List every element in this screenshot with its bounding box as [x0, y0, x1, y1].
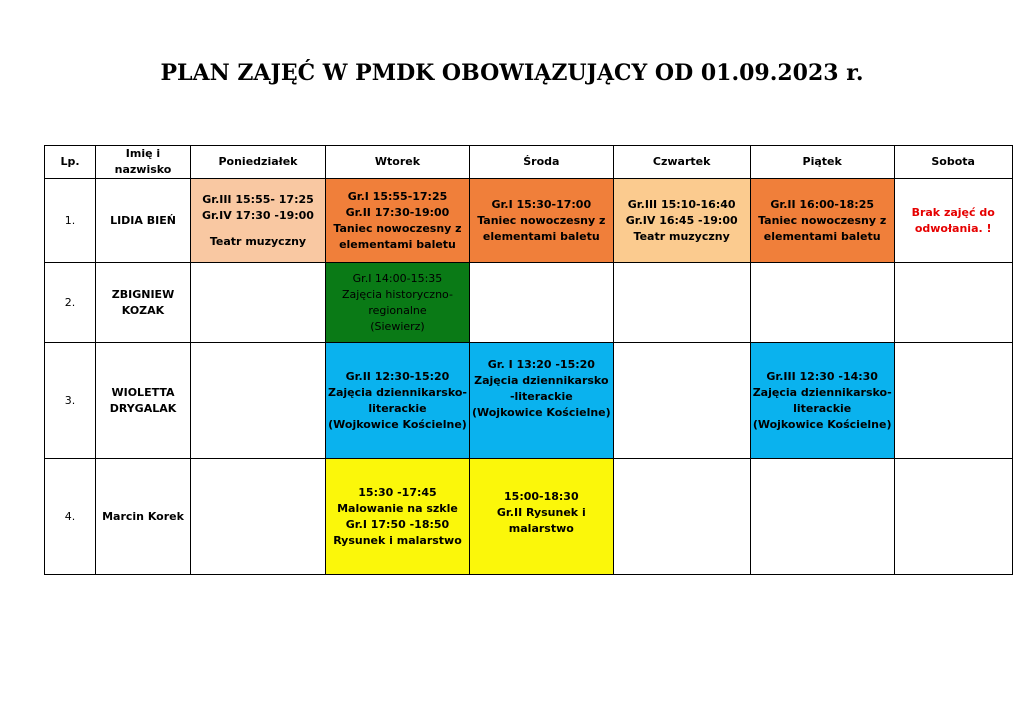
schedule-cell-tuesday [326, 343, 470, 459]
cell-line: Gr. I 13:20 -15:20 [487, 358, 595, 371]
header-lp: Lp. [45, 146, 96, 179]
cell-line: elementami baletu [482, 229, 600, 243]
cell-line: 15:30 -17:45 [358, 485, 437, 499]
table-row [45, 179, 1013, 263]
cell-line: literackie [368, 401, 427, 415]
schedule-cell-monday [191, 343, 326, 459]
cell-line: Teatr muzyczny [633, 229, 730, 243]
schedule-cell-friday [750, 179, 894, 263]
cell-line: Gr.III 15:55- 17:25 [202, 192, 314, 206]
cell-line: Taniec nowoczesny z [333, 221, 462, 235]
name-line: ZBIGNIEW [111, 287, 175, 301]
cell-line: Gr.I 15:55-17:25 [347, 189, 448, 203]
cell-line: 15:00-18:30 [504, 490, 579, 503]
schedule-cell-monday [191, 263, 326, 343]
schedule-cell-monday [191, 179, 326, 263]
cell-line: elementami baletu [339, 237, 456, 251]
cell-line: Zajęcia historyczno- [341, 287, 453, 301]
schedule-cell-wednesday [469, 343, 613, 459]
table-row [45, 263, 1013, 343]
cell-line: Gr.II 12:30-15:20 [345, 369, 450, 383]
row-number: 1. [45, 179, 96, 263]
header-thursday: Czwartek [613, 146, 750, 179]
header-saturday: Sobota [894, 146, 1012, 179]
cell-line: Gr.II 16:00-18:25 [770, 197, 875, 211]
schedule-cell-thursday [613, 459, 750, 575]
schedule-table [44, 145, 1013, 575]
cell-line: Gr.II Rysunek i [496, 506, 586, 519]
teacher-name [96, 343, 191, 459]
schedule-cell-friday [750, 343, 894, 459]
teacher-name [96, 263, 191, 343]
header-row [45, 146, 1013, 179]
schedule-cell-wednesday [469, 263, 613, 343]
schedule-cell-tuesday [326, 459, 470, 575]
cell-line: Malowanie na szkle [337, 501, 458, 515]
cell-line: Gr.IV 17:30 -19:00 [202, 208, 314, 222]
cell-line: malarstwo [508, 522, 574, 535]
cell-line: Gr.I 17:50 -18:50 [345, 517, 450, 531]
header-friday: Piątek [750, 146, 894, 179]
cell-line: Gr.I 14:00-15:35 [352, 271, 443, 285]
cell-line: Brak zajęć do [911, 205, 995, 219]
cell-line: Zajęcia dziennikarsko- [752, 385, 892, 399]
table-row [45, 343, 1013, 459]
cell-line: Gr.IV 16:45 -19:00 [625, 213, 738, 227]
schedule-cell-wednesday [469, 459, 613, 575]
schedule-cell-tuesday [326, 179, 470, 263]
schedule-cell-monday [191, 459, 326, 575]
schedule-cell-saturday [894, 179, 1012, 263]
header-tuesday: Wtorek [326, 146, 470, 179]
cell-line: Teatr muzyczny [209, 234, 307, 248]
table-row [45, 459, 1013, 575]
cell-line: (Wojkowice Kościelne) [328, 417, 467, 431]
cell-line: (Wojkowice Kościelne) [471, 406, 611, 419]
schedule-cell-saturday [894, 263, 1012, 343]
cell-line: Gr.I 15:30-17:00 [491, 197, 592, 211]
header-name: Imię i nazwisko [96, 146, 191, 179]
name-line: DRYGALAK [109, 401, 177, 415]
schedule-cell-thursday [613, 179, 750, 263]
schedule-cell-thursday [613, 263, 750, 343]
cell-line: Gr.II 17:30-19:00 [345, 205, 450, 219]
page-title: PLAN ZAJĘĆ W PMDK OBOWIĄZUJĄCY OD 01.09.2023 r. [160, 60, 864, 86]
schedule-cell-friday [750, 459, 894, 575]
cell-line: elementami baletu [763, 229, 881, 243]
schedule-cell-saturday [894, 343, 1012, 459]
schedule-cell-saturday [894, 459, 1012, 575]
cell-line: Rysunek i malarstwo [333, 533, 462, 547]
cell-line: Gr.III 15:10-16:40 [627, 197, 736, 211]
row-number: 4. [45, 459, 96, 575]
header-wednesday: Środa [469, 146, 613, 179]
name-line: WIOLETTA [111, 385, 175, 399]
schedule-cell-friday [750, 263, 894, 343]
cell-line: Zajęcia dziennikarsko [474, 374, 609, 387]
schedule-cell-thursday [613, 343, 750, 459]
schedule-cell-wednesday [469, 179, 613, 263]
cell-line: Taniec nowoczesny z [477, 213, 606, 227]
header-monday: Poniedziałek [191, 146, 326, 179]
cell-line: -literackie [509, 390, 573, 403]
cell-line: (Wojkowice Kościelne) [752, 417, 892, 431]
name-line: KOZAK [121, 303, 165, 317]
row-number: 3. [45, 343, 96, 459]
teacher-name: Marcin Korek [96, 459, 191, 575]
teacher-name: LIDIA BIEŃ [96, 179, 191, 263]
cell-line: literackie [793, 401, 852, 415]
schedule-cell-tuesday [326, 263, 470, 343]
cell-line: regionalne [368, 303, 427, 317]
cell-line: Zajęcia dziennikarsko- [328, 385, 467, 399]
cell-line: odwołania. ! [914, 221, 992, 235]
cell-line: Gr.III 12:30 -14:30 [766, 369, 878, 383]
cell-line: Taniec nowoczesny z [758, 213, 887, 227]
row-number: 2. [45, 263, 96, 343]
cell-line: (Siewierz) [370, 319, 425, 333]
